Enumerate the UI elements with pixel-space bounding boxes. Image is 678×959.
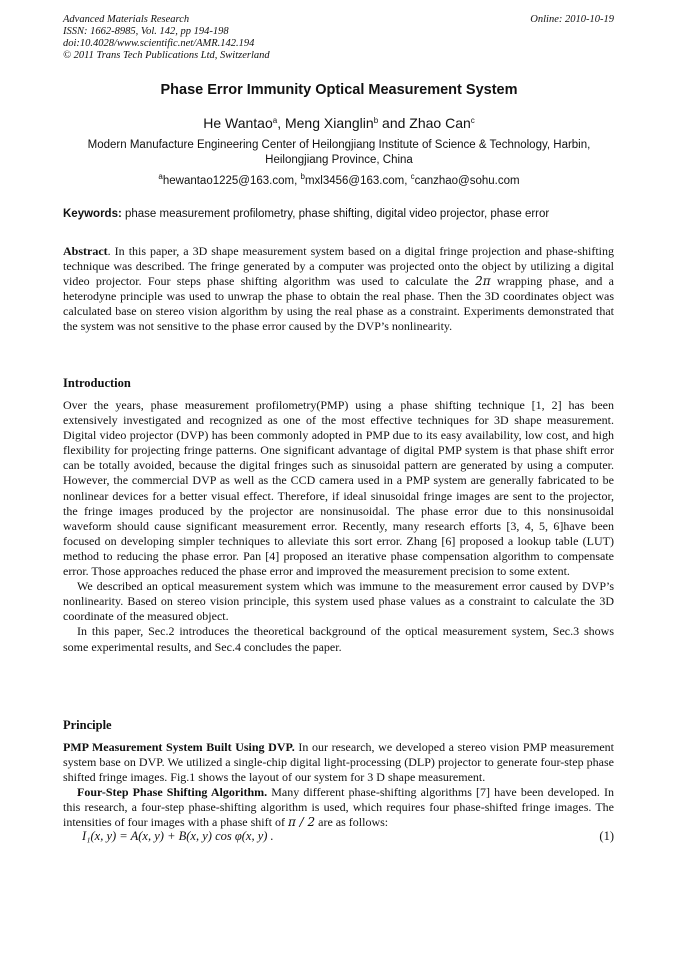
- two-pi-symbol: 2π: [475, 274, 491, 289]
- paper-title: Phase Error Immunity Optical Measurement System: [160, 82, 518, 98]
- keywords: [63, 208, 615, 220]
- subsection-four-step-title: Four-Step Phase Shifting Algorithm.: [77, 785, 268, 800]
- abstract-label: Abstract: [63, 244, 108, 258]
- affiliation: Modern Manufacture Engineering Center of Heilongjiang Institute of Science & Technology, Harbin, Heilongjiang Province, China: [87, 139, 591, 166]
- email-address: canzhao@sohu.com: [414, 175, 520, 187]
- keywords-label: Keywords:: [63, 208, 122, 220]
- section-heading-principle: Principle: [63, 718, 112, 732]
- author-name: Meng Xianglin: [284, 115, 374, 131]
- subsection-four-step-text-a: Many different phase-shifting algorithms [7] have been developed. In this research, a four-step phase-shifting algorithm is used, which requires four phase-shifted fringe images. The intensities of four images with a phase shift of: [63, 785, 614, 830]
- equation-1: [82, 829, 614, 844]
- abstract: [63, 244, 614, 335]
- subsection-four-step-text-b: are as follows:: [315, 815, 389, 830]
- email-mark: b: [300, 172, 305, 181]
- email-mark: a: [158, 172, 163, 181]
- journal-header: [63, 14, 270, 62]
- author-mark: b: [373, 116, 379, 125]
- pi-half-symbol: π / 2: [287, 815, 316, 830]
- section-heading-introduction: Introduction: [63, 376, 131, 390]
- email-list: [0, 172, 678, 187]
- intro-paragraph-3: In this paper, Sec.2 introduces the theoretical background of the optical measurement system, Sec.3 shows some experimental results, and Sec.4 concludes the paper.: [63, 624, 614, 654]
- subsection-pmp-text: In our research, we developed a stereo vision PMP measurement system base on DVP. We utilized a single-chip digital light-processing (DLP) projector to generate four-step phase shifted fringe images. Fig.1 shows the layout of our system for 3 D shape measurement.: [63, 740, 615, 785]
- author-name: Zhao Can: [409, 115, 471, 131]
- online-date: Online: 2010-10-19: [530, 14, 614, 25]
- equation-number: (1): [599, 829, 614, 843]
- principle-body: [63, 740, 614, 831]
- intro-paragraph-1: Over the years, phase measurement profilometry(PMP) using a phase shifting technique [1, 2] has been extensively investigated and recognized as one of the most effective techniques for 3D shape measurement. Digital video projector (DVP) has been commonly adopted in PMP due to its easy availability, low cost, and high flexibility for projecting fringe patterns. One significant advantage of digital PMP system is that phase shift error can be totally avoided, because the digital fringes such as sinusoidal pattern are generated by using a computer. However, the commercial DVP as well as the CCD camera used in a PMP system are generally fabricated to be nonlinear devices for a better visual effect. Therefore, if ideal sinusoidal fringe images are sent to the projector, the fringe images produced by the projector are nonsinusoidal. The phase error due to this nonsinusoidal waveform should cause significant measurement error. Recently, many research efforts [3, 4, 5, 6]have been focused on developing simpler techniques to alleviate this sort error. Zhang [6] proposed a lookup table (LUT) method to reducing the phase error. Pan [4] proposed an iterative phase compensation algorithm to compensate error. Those approaches reduced the phase error and improved the measurement precision to some extent.: [63, 398, 614, 579]
- email-address: hewantao1225@163.com: [162, 175, 295, 187]
- author-separator: ,: [277, 115, 285, 131]
- author-mark: c: [470, 116, 475, 125]
- author-separator: and: [378, 115, 410, 131]
- journal-name: Advanced Materials Research: [63, 14, 190, 25]
- abstract-text-part2: wrapping phase, and a heterodyne principle was used to unwrap the phase to obtain the real phase. Then the 3D coordinates object was calculated base on stereo vision algorithm by using the real phase as a constraint. Experiments demonstrated that the system was not sensitive to the phase error caused by the DVP’s nonlinearity.: [63, 274, 614, 334]
- email-separator: ,: [294, 175, 301, 187]
- author-list: [0, 115, 678, 131]
- author-mark: a: [272, 116, 278, 125]
- email-separator: ,: [404, 175, 411, 187]
- abstract-text-part1: . In this paper, a 3D shape measurement system based on a digital fringe projection and phase-shifting technique was described. The fringe generated by a computer was projected onto the object by utilizing a digital video projector. Four steps phase shifting algorithm was used to calculate the: [63, 244, 614, 289]
- email-address: mxl3456@163.com: [304, 175, 405, 187]
- equation-body: I₁(x, y) = A(x, y) + B(x, y) cos φ(x, y) .: [82, 829, 274, 843]
- doi-line: doi:10.4028/www.scientific.net/AMR.142.194: [63, 38, 255, 49]
- keywords-text: phase measurement profilometry, phase shifting, digital video projector, phase error: [121, 208, 550, 220]
- email-mark: c: [410, 172, 415, 181]
- subsection-pmp-title: PMP Measurement System Built Using DVP.: [63, 740, 295, 754]
- issn-line: ISSN: 1662-8985, Vol. 142, pp 194-198: [63, 26, 229, 37]
- introduction-body: [63, 398, 614, 655]
- copyright-line: © 2011 Trans Tech Publications Ltd, Switzerland: [63, 50, 270, 61]
- intro-paragraph-2: We described an optical measurement system which was immune to the measurement error caused by DVP’s nonlinearity. Based on stereo vision principle, this system used phase values as a constraint to calculate the 3D coordinate of the measured object.: [63, 579, 614, 624]
- author-name: He Wantao: [203, 115, 273, 131]
